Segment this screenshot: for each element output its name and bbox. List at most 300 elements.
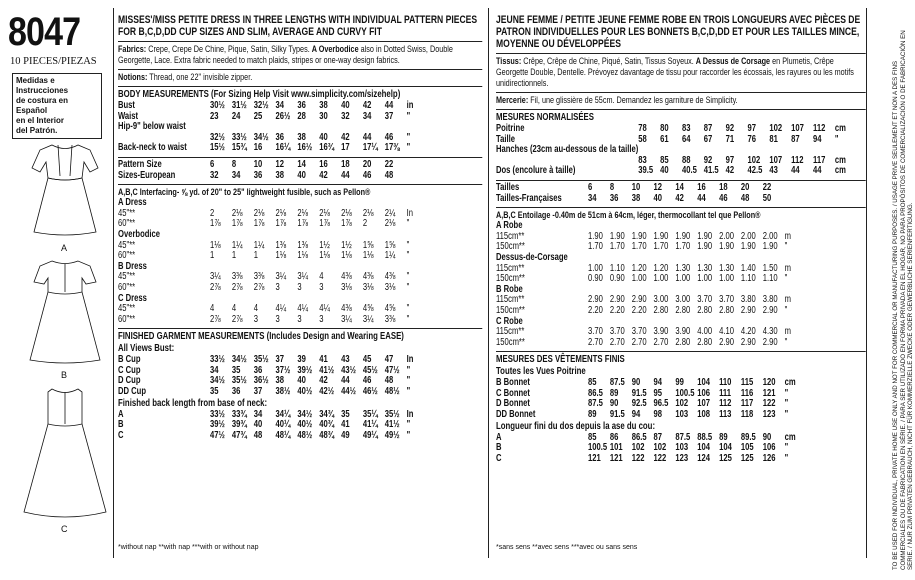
row-label: 45"** (118, 303, 136, 315)
cell-value: 2⅞ (253, 281, 265, 293)
cell-value: 42 (319, 375, 328, 387)
cell-value: 94 (653, 377, 663, 389)
cell-value: 41¼ (362, 419, 378, 431)
table-row (496, 285, 806, 296)
cell-value: 3⅜ (253, 271, 265, 283)
cell-value: 3¼ (275, 271, 287, 283)
cell-value: 20 (740, 181, 750, 193)
cell-value: 1.00 (653, 273, 669, 285)
cell-value: 42 (362, 100, 372, 111)
cell-value: " (406, 239, 410, 251)
cell-value: 16¼ (275, 142, 291, 154)
cell-value: 43 (769, 165, 778, 177)
cell-value: 2.90 (609, 294, 625, 306)
cell-value: 48 (740, 192, 750, 204)
longueur-heading: Longueur fini du dos depuis la ase du cou: (496, 420, 656, 432)
cell-value: 4⅜ (384, 271, 396, 283)
cell-value: 44 (697, 192, 706, 204)
cell-value: " (406, 419, 411, 431)
cell-value: 49¼ (362, 429, 378, 441)
cell-value: 102 (653, 442, 667, 454)
cell-value: 34 (253, 408, 263, 420)
cell-value: 1.90 (588, 230, 603, 242)
cell-value: 43½ (341, 364, 356, 376)
cell-value: 1½ (319, 239, 330, 251)
row-label: B (118, 419, 124, 431)
cell-value: 44½ (341, 386, 356, 398)
cell-value: 1¼ (231, 239, 243, 251)
cell-value: 71 (725, 133, 735, 145)
table-row (496, 124, 857, 135)
cell-value: 1.70 (653, 241, 669, 253)
cell-value: 37 (384, 110, 394, 122)
cell-value: 1⅝ (362, 239, 374, 251)
cell-value: 40 (660, 165, 669, 177)
cell-value: 2.00 (762, 230, 778, 242)
row-label: A Robe (496, 220, 523, 232)
cell-value: 3.90 (675, 326, 691, 338)
cell-value: 102 (769, 123, 783, 134)
table-row (496, 443, 806, 454)
cell-value: 89 (719, 431, 728, 443)
cell-value: 38 (275, 375, 285, 387)
cell-value: 1.70 (609, 241, 625, 253)
finished-subheading: All Views Bust: (118, 343, 175, 355)
cell-value: 87.5 (588, 398, 603, 410)
cell-value: 1.70 (631, 241, 647, 253)
dress-view-a-illustration (20, 140, 110, 240)
row-label: C Robe (496, 315, 523, 327)
row-label: DD Bonnet (496, 409, 536, 421)
cell-value: 1.10 (609, 262, 625, 274)
cell-value: 121 (588, 452, 601, 464)
cell-value: 1⅞ (275, 218, 287, 230)
cell-value: 3⅜ (231, 271, 243, 283)
cell-value: 2.80 (675, 336, 691, 348)
cell-value: 40 (341, 100, 350, 111)
cell-value: 30½ (210, 100, 225, 111)
cell-value: 94 (812, 133, 822, 145)
cell-value: 33½ (210, 408, 225, 420)
cell-value: 34 (362, 110, 372, 122)
body-measurements-heading: BODY MEASUREMENTS (For Sizing Help Visit www.simplicity.com/sizehelp) (118, 89, 401, 100)
cell-value: 36 (231, 386, 241, 398)
dress-view-c-illustration (16, 384, 114, 524)
poitrine-finie-table (496, 378, 806, 420)
table-row (118, 262, 428, 273)
cell-value: 2⅞ (210, 313, 221, 325)
row-label: 45"** (118, 239, 136, 251)
cell-value: 4.20 (740, 326, 756, 338)
view-label-a: A (61, 243, 68, 253)
cell-value: 1.90 (740, 241, 756, 253)
cell-value: 1⅛ (362, 250, 374, 262)
cell-value: 1.90 (631, 230, 647, 242)
cell-value: 6 (588, 181, 593, 193)
cell-value: cm (784, 431, 796, 443)
cell-value: 2¼ (384, 207, 396, 219)
cell-value: 92 (703, 154, 713, 166)
cell-value: 2.80 (697, 304, 713, 316)
cell-value: 45 (362, 354, 372, 366)
cell-value: 104 (719, 442, 732, 454)
cell-value: In (406, 354, 414, 366)
cell-value: 3.70 (631, 326, 647, 338)
table-row (496, 253, 806, 264)
table-row (118, 387, 428, 398)
cell-value: in (406, 100, 414, 111)
cell-value: 86 (609, 431, 619, 443)
cell-value: 90 (762, 431, 772, 443)
table-row (496, 166, 857, 177)
cell-value: 104 (697, 377, 711, 389)
row-label: B Bonnet (496, 377, 530, 389)
table-row (118, 143, 428, 154)
cell-value: 117 (740, 398, 754, 410)
cell-value: " (406, 429, 411, 441)
cell-value: m (784, 262, 791, 274)
cell-value: 1⅞ (297, 218, 309, 230)
row-label: C Bonnet (496, 387, 530, 399)
table-row (118, 431, 428, 442)
cell-value: " (784, 241, 788, 253)
cell-value: 16½ (297, 142, 313, 154)
cell-value: 1⅛ (210, 239, 221, 251)
cell-value: 3.70 (588, 326, 603, 338)
cell-value: 1.00 (719, 273, 734, 285)
dress-view-b-illustration (20, 256, 110, 366)
cell-value: 40 (319, 131, 328, 143)
cell-value: 17¼ (362, 142, 378, 154)
cell-value: 103 (675, 409, 689, 421)
view-label-b: B (61, 370, 68, 380)
row-label: C (496, 452, 502, 464)
cell-value: 1.00 (675, 273, 691, 285)
cell-value: 121 (609, 452, 623, 464)
cell-value: 38 (297, 131, 306, 143)
cell-value: 38 (275, 169, 285, 181)
cell-value: 4⅜ (341, 303, 352, 315)
cell-value: " (406, 303, 410, 315)
cell-value: 89 (609, 387, 619, 399)
cell-value: 101 (609, 442, 623, 454)
cell-value: 49 (341, 429, 350, 441)
cell-value: 2.80 (719, 304, 734, 316)
cell-value: 2.00 (740, 230, 756, 242)
cell-value: 89.5 (740, 431, 756, 443)
mesures-heading: MESURES NORMALISÉES (496, 112, 594, 123)
english-footnote: *without nap **with nap ***with or without nap (118, 544, 259, 551)
table-row (118, 122, 428, 133)
cell-value: 37 (275, 354, 285, 366)
medidas-line: de costura en Español (16, 96, 69, 115)
row-label: Bust (118, 100, 135, 111)
cell-value: 1⅜ (275, 239, 287, 251)
cell-value: " (406, 386, 411, 398)
cell-value: 3⅛ (362, 281, 374, 293)
cell-value: 34½ (231, 354, 247, 366)
cell-value: 125 (719, 452, 732, 464)
cell-value: 1.10 (740, 273, 756, 285)
row-label: Pattern Size (118, 158, 162, 170)
cell-value: 3.00 (653, 294, 669, 306)
pattern-number: 8047 (8, 10, 81, 54)
cell-value: 1¼ (253, 239, 265, 251)
cell-value: 36 (275, 131, 285, 143)
cell-value: 1.10 (762, 273, 778, 285)
row-label: Hip-9" below waist (118, 121, 186, 133)
cell-value: 34 (275, 100, 285, 111)
table-row (118, 160, 407, 171)
cell-value: 102 (631, 442, 645, 454)
cell-value: 117 (812, 154, 826, 166)
cell-value: 91.5 (631, 387, 647, 399)
cell-value: 35½ (253, 354, 269, 366)
row-label: A (118, 408, 124, 420)
cell-value: 2.90 (719, 336, 734, 348)
cell-value: 42 (725, 165, 735, 177)
table-row (496, 317, 806, 328)
cell-value: 39 (297, 354, 306, 366)
cell-value: 88 (681, 154, 691, 166)
cell-value: 1.00 (631, 273, 647, 285)
table-row (496, 194, 785, 205)
cell-value: 92.5 (631, 398, 647, 410)
cell-value: 91.5 (609, 409, 625, 421)
divider (866, 8, 867, 558)
cell-value: 2.70 (631, 336, 647, 348)
cell-value: 41.5 (703, 165, 719, 177)
cell-value: 2.90 (762, 304, 778, 316)
cell-value: 2⅛ (231, 207, 243, 219)
table-row (118, 283, 428, 294)
cell-value: 18 (719, 181, 728, 193)
cell-value: 67 (703, 133, 713, 145)
cell-value: 1.40 (740, 262, 756, 274)
cell-value: 3.90 (653, 326, 669, 338)
table-row (118, 420, 428, 431)
cell-value: In (406, 207, 413, 219)
row-label: Tailles (496, 181, 520, 193)
cell-value: 2⅞ (231, 281, 243, 293)
row-label: 60"** (118, 281, 136, 293)
cell-value: 32½ (253, 100, 269, 111)
cell-value: 34 (210, 364, 219, 376)
cell-value: 44 (791, 165, 800, 177)
cell-value: 4.30 (762, 326, 778, 338)
cell-value: 2.90 (740, 336, 756, 348)
cell-value: In (406, 408, 414, 420)
cell-value: 47½ (210, 429, 225, 441)
cell-value: 1.30 (697, 262, 713, 274)
cell-value: 83 (638, 154, 647, 166)
view-label-c: C (61, 524, 68, 534)
table-row (118, 171, 407, 182)
cell-value: 2⅞ (210, 281, 221, 293)
french-footnote: *sans sens **avec sens ***avec ou sans sens (496, 544, 638, 551)
english-title: MISSES'/MISS PETITE DRESS IN THREE LENGTHS WITH INDIVIDUAL PATTERN PIECES FOR B,C,D,DD CUP SIZES AND SLIM, AVERAGE AND CURVY FIT (118, 14, 478, 38)
cell-value: 12 (653, 181, 663, 193)
cell-value: 107 (791, 123, 804, 134)
row-label: B Dress (118, 260, 147, 272)
cell-value: 10 (253, 158, 263, 170)
side-notice-strip (872, 0, 912, 580)
row-label: 60"** (118, 218, 136, 230)
cell-value: 43 (341, 354, 350, 366)
cell-value: 18 (341, 158, 350, 170)
cell-value: 44 (362, 131, 372, 143)
cell-value: 98 (653, 409, 663, 421)
cell-value: 1.30 (719, 262, 734, 274)
cell-value: 48½ (297, 429, 313, 441)
row-label: 150cm** (496, 304, 525, 316)
row-label: 115cm** (496, 294, 525, 306)
cell-value: 41 (319, 354, 328, 366)
table-row (496, 454, 806, 465)
cell-value: 3 (275, 313, 280, 325)
cell-value: 3.70 (719, 294, 734, 306)
row-label: Taille (496, 133, 515, 145)
cell-value: cm (834, 165, 846, 177)
cell-value: 2⅛ (297, 207, 309, 219)
table-row (118, 198, 428, 209)
row-label: A Dress (118, 197, 147, 209)
cell-value: 32 (210, 169, 219, 181)
cell-value: 3.70 (697, 294, 713, 306)
cell-value: 42.5 (747, 165, 763, 177)
cell-value: 2 (362, 218, 368, 230)
cell-value: 4⅜ (362, 271, 374, 283)
cell-value: " (406, 142, 411, 154)
cell-value: 1.90 (697, 241, 713, 253)
table-row (496, 183, 785, 194)
cell-value: cm (784, 377, 796, 389)
french-column (496, 14, 866, 464)
row-label: 60"** (118, 313, 136, 325)
cell-value: 2.80 (653, 304, 669, 316)
cell-value: 2.80 (675, 304, 691, 316)
cell-value: 3⅛ (341, 281, 352, 293)
finished-length-table (118, 410, 428, 442)
cell-value: 16 (253, 142, 263, 154)
cell-value: 4¼ (297, 303, 309, 315)
cell-value: 89 (588, 409, 597, 421)
cell-value: " (834, 133, 839, 145)
row-label: 150cm** (496, 336, 525, 348)
row-label: D Bonnet (496, 398, 530, 410)
cell-value: 42½ (319, 386, 335, 398)
table-row (118, 355, 428, 366)
cell-value: 103 (675, 442, 689, 454)
cell-value: 1.20 (631, 262, 647, 274)
cell-value: 61 (660, 133, 669, 145)
cell-value: 124 (697, 452, 711, 464)
cell-value: 110 (719, 377, 732, 389)
cell-value: 39½ (297, 364, 313, 376)
cell-value: 22 (384, 158, 394, 170)
cell-value: 125 (740, 452, 754, 464)
entoilage-text: A,B,C Entoilage -0.40m de 51cm à 64cm, léger, thermocollant tel que Pellon® (496, 210, 761, 221)
row-label: 60"** (118, 250, 136, 262)
finished-measurements-heading: FINISHED GARMENT MEASUREMENTS (Includes Design and Wearing EASE) (118, 331, 404, 343)
table-row (118, 376, 428, 387)
cell-value: 26½ (275, 110, 291, 122)
cell-value: 49½ (384, 429, 400, 441)
cell-value: 1.90 (697, 230, 713, 242)
cell-value: 118 (740, 409, 754, 421)
row-label: Overbodice (118, 228, 161, 240)
cell-value: 90 (631, 377, 641, 389)
row-label: Sizes-European (118, 169, 176, 181)
left-column (0, 12, 112, 139)
cell-value: " (406, 250, 410, 262)
cell-value: 1.90 (719, 241, 734, 253)
cell-value: 47½ (384, 364, 400, 376)
cell-value: 2⅛ (275, 207, 287, 219)
cell-value: 40 (253, 419, 263, 431)
cell-value: " (784, 336, 788, 348)
english-column (118, 14, 483, 441)
cell-value: 2.70 (609, 336, 625, 348)
cell-value: 87 (791, 133, 800, 145)
cell-value: 14 (675, 181, 684, 193)
row-label: 45"** (118, 207, 136, 219)
cell-value: 90 (609, 398, 619, 410)
cell-value: 4 (210, 303, 215, 315)
cell-value: 35½ (231, 375, 247, 387)
cell-value: 1⅜ (297, 239, 309, 251)
cell-value: 3.80 (762, 294, 778, 306)
cell-value: 2.90 (631, 294, 647, 306)
cell-value: 2.00 (719, 230, 734, 242)
table-row (118, 272, 428, 283)
divider (113, 8, 114, 558)
cell-value: 48¼ (275, 429, 291, 441)
cell-value: 1⅞ (231, 218, 243, 230)
cell-value: 40 (297, 375, 306, 387)
cell-value: 113 (719, 409, 732, 421)
cell-value: 102 (675, 398, 689, 410)
fabrics-text: Fabrics: Crepe, Crepe De Chine, Pique, Satin, Silky Types. A Overbodice also in Dotted Swiss, Double Georgette, Lace. Extra fabric needed to match plaids, stripes or one-way design fabrics. (118, 44, 453, 65)
finished-bust-table (118, 355, 428, 397)
cell-value: 10 (631, 181, 641, 193)
cell-value: 38½ (275, 386, 291, 398)
size-table (118, 160, 407, 181)
cell-value: 38 (631, 192, 641, 204)
row-label: 150cm** (496, 241, 525, 253)
cell-value: 37½ (275, 364, 291, 376)
cell-value: 4¼ (275, 303, 287, 315)
table-row (118, 366, 428, 377)
row-label: 115cm** (496, 230, 525, 242)
cell-value: 1⅛ (275, 250, 287, 262)
cell-value: 86.5 (588, 387, 603, 399)
cell-value: 45½ (362, 364, 378, 376)
cell-value: 3.00 (675, 294, 691, 306)
row-label: 115cm** (496, 262, 525, 274)
cell-value: 121 (762, 387, 776, 399)
cell-value: 1⅞ (210, 218, 221, 230)
cell-value: 23 (210, 110, 219, 122)
cell-value: 39½ (210, 419, 225, 431)
cell-value: 4 (253, 303, 258, 315)
cell-value: 1.70 (588, 241, 603, 253)
table-row (496, 295, 806, 306)
cell-value: 40½ (297, 419, 313, 431)
cell-value: 1.90 (762, 241, 778, 253)
cell-value: 41½ (319, 364, 335, 376)
cell-value: 12 (275, 158, 285, 170)
